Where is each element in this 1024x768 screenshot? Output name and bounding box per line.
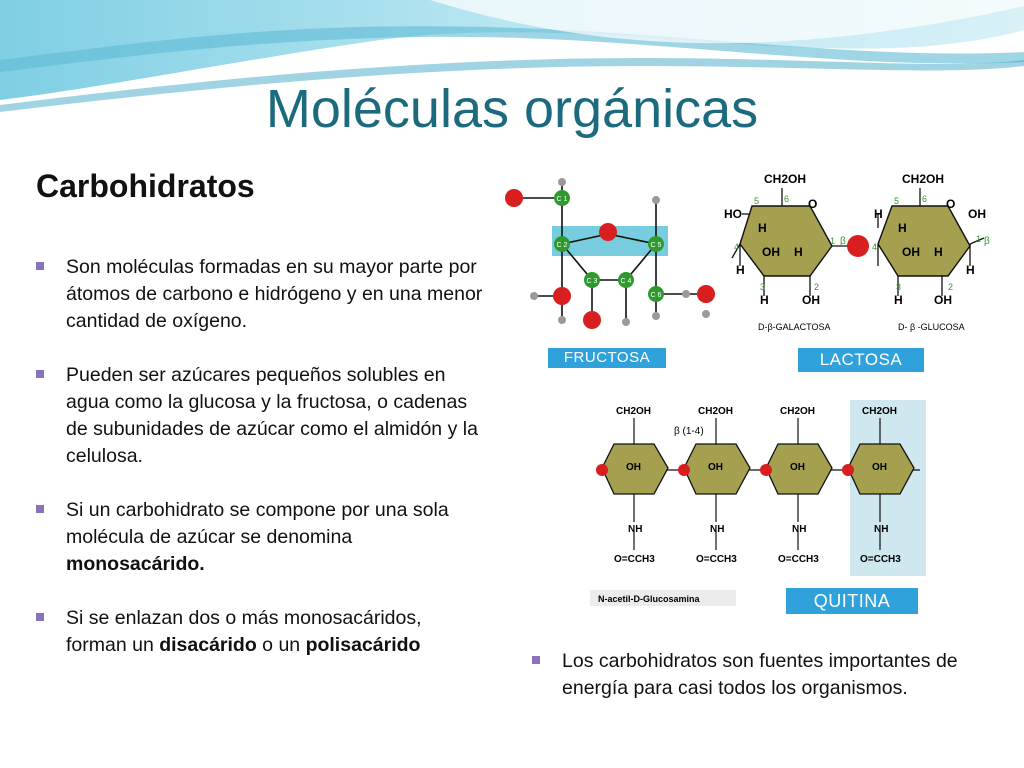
ch2oh-label: CH2OH <box>698 406 734 417</box>
bullet-list <box>36 254 486 686</box>
unit-caption: N-acetil-D-Glucosamina <box>598 594 700 604</box>
carbon-number: 2 <box>814 282 820 292</box>
h-label: H <box>894 293 903 307</box>
oh-label: OH <box>802 293 820 307</box>
acetyl-label: O=CCH3 <box>614 554 655 565</box>
lactosa-figure <box>722 166 998 374</box>
ch2oh-label: CH2OH <box>616 406 652 417</box>
atom-label: C 2 <box>556 242 568 249</box>
atom-label: C 4 <box>620 278 632 285</box>
bullet-marker-icon <box>532 656 540 664</box>
nh-label: NH <box>874 524 889 535</box>
acetyl-label: O=CCH3 <box>860 554 901 565</box>
bullet-marker-icon <box>36 370 44 378</box>
ch2oh-label: CH2OH <box>780 406 816 417</box>
oh-label: OH <box>968 207 986 221</box>
galactosa-caption: D-β-GALACTOSA <box>758 322 831 332</box>
bullet-marker-icon <box>36 505 44 513</box>
carbon-number: 6 <box>784 194 790 204</box>
carbon-number: 1 <box>830 236 836 246</box>
h-label: H <box>874 207 883 221</box>
oh-label: OH <box>790 462 805 473</box>
nh-label: NH <box>710 524 725 535</box>
carbon-number: 1 <box>976 234 982 244</box>
bullet-marker-icon <box>36 262 44 270</box>
section-subtitle: Carbohidratos <box>36 168 255 204</box>
carbon-number: 3 <box>760 282 766 292</box>
h-label: H <box>794 245 803 259</box>
bullet-item: Son moléculas formadas en su mayor parte por átomos de carbono e hidrógeno y en una menor cantidad de oxígeno. <box>36 254 486 335</box>
carbon-number: 2 <box>948 282 954 292</box>
ch2oh-label: CH2OH <box>902 172 945 186</box>
acetyl-label: O=CCH3 <box>696 554 737 565</box>
acetyl-label: O=CCH3 <box>778 554 819 565</box>
bullet-item: Si un carbohidrato se compone por una sola molécula de azúcar se denomina monosacárido. <box>36 497 486 578</box>
h-label: H <box>966 263 975 277</box>
fructosa-label: FRUCTOSA <box>548 348 666 368</box>
lactosa-structure <box>722 166 998 374</box>
o-label: O <box>946 197 956 211</box>
beta-label: β <box>840 236 846 247</box>
oh-label: OH <box>902 245 920 259</box>
bullet-marker-icon <box>36 613 44 621</box>
carbon-number: 5 <box>894 196 900 206</box>
atom-label: C 1 <box>556 196 568 203</box>
atom-label: C 6 <box>650 292 662 299</box>
oh-label: OH <box>708 462 723 473</box>
oh-label: OH <box>934 293 952 307</box>
slide-title: Moléculas orgánicas <box>265 79 759 139</box>
fructosa-structure <box>496 172 722 368</box>
h-label: H <box>898 221 907 235</box>
glucosa-caption: D- β -GLUCOSA <box>898 322 965 332</box>
oh-label: OH <box>872 462 887 473</box>
oh-label: OH <box>626 462 641 473</box>
bullet-item: Los carbohidratos son fuentes importantes de energía para casi todos los organismos. <box>532 648 982 702</box>
o-label: O <box>808 197 818 211</box>
right-bullet-list <box>532 648 982 702</box>
beta-bond-label: β (1-4) <box>674 426 704 437</box>
carbon-number: 4 <box>734 242 740 252</box>
quitina-figure <box>590 398 926 618</box>
quitina-label: QUITINA <box>786 588 918 614</box>
h-label: H <box>934 245 943 259</box>
fructosa-figure <box>496 172 722 368</box>
carbon-number: 4 <box>872 242 878 252</box>
ch2oh-label: CH2OH <box>862 406 898 417</box>
oh-label: OH <box>762 245 780 259</box>
quitina-structure <box>590 398 926 618</box>
h-label: H <box>758 221 767 235</box>
carbon-number: 3 <box>896 282 902 292</box>
beta-label: β <box>984 236 990 247</box>
atom-label: C 3 <box>586 278 598 285</box>
carbon-number: 5 <box>754 196 760 206</box>
ch2oh-label: CH2OH <box>764 172 807 186</box>
atom-label: C 5 <box>650 242 662 249</box>
nh-label: NH <box>628 524 643 535</box>
bullet-item: Pueden ser azúcares pequeños solubles en agua como la glucosa y la fructosa, o cadenas de subunidades de azúcar como el almidón y la celulosa. <box>36 362 486 470</box>
h-label: H <box>736 263 745 277</box>
carbon-number: 6 <box>922 194 928 204</box>
ho-label: HO <box>724 207 742 221</box>
nh-label: NH <box>792 524 807 535</box>
bullet-item: Si se enlazan dos o más monosacáridos, forman un disacárido o un polisacárido <box>36 605 486 659</box>
h-label: H <box>760 293 769 307</box>
lactosa-label: LACTOSA <box>798 348 924 372</box>
